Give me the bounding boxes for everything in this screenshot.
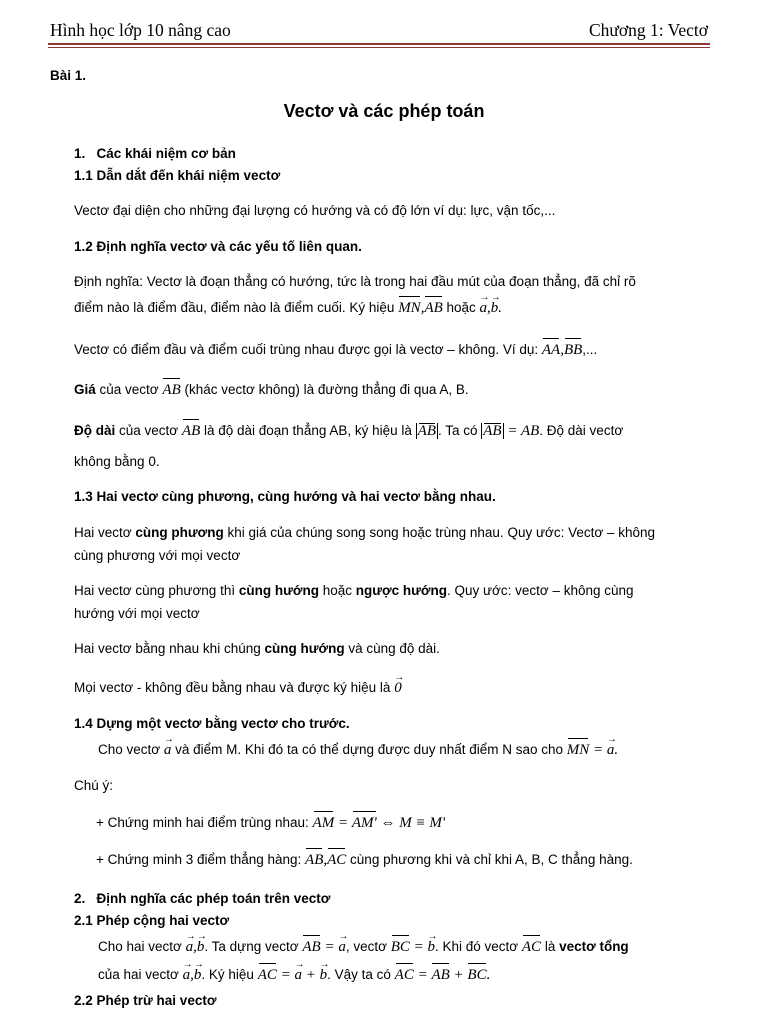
comma: , (487, 300, 491, 316)
equals: = (337, 815, 349, 831)
note-label: Chú ý: (74, 778, 114, 793)
point-M: M (399, 815, 412, 831)
text: và cùng độ dài. (344, 641, 440, 656)
bold-term: ngược hướng (355, 583, 447, 598)
vector-b: → b (427, 935, 435, 959)
bold-term: cùng hướng (264, 641, 345, 656)
text: Vectơ có điểm đầu và điểm cuối trùng nhau được gọi là vectơ – không. Ví dụ: (74, 342, 542, 357)
period: . (486, 967, 491, 983)
vector-AB: AB (302, 935, 320, 959)
header-left: Hình học lớp 10 nâng cao (50, 20, 231, 40)
section-1-1-heading: 1.1 Dẫn dắt đến khái niệm vectơ (74, 168, 281, 183)
text: Hai vectơ (74, 525, 136, 540)
text: , vectơ (345, 939, 391, 954)
text: là (541, 939, 560, 954)
paragraph-direction (74, 579, 712, 603)
page-title: Vectơ và các phép toán (283, 101, 485, 121)
vector-b: → b (491, 296, 499, 320)
lesson-label: Bài 1. (50, 68, 87, 83)
note-collinear-points (74, 848, 712, 872)
text: của hai vectơ (98, 967, 183, 982)
vector-BC: BC (467, 963, 486, 987)
text: + Chứng minh hai điểm trùng nhau: (96, 815, 313, 830)
section-2-heading: 2. Định nghĩa các phép toán trên vectơ (74, 891, 331, 906)
paragraph-addition-line1 (74, 935, 712, 959)
bold-term: vectơ tổng (559, 939, 629, 954)
paragraph-definition-line2 (74, 296, 712, 320)
vector-BB: BB (564, 338, 582, 362)
segment-AB: AB (520, 423, 540, 439)
text: Hai vectơ cùng phương thì (74, 583, 239, 598)
equals: = (593, 742, 604, 758)
text: khi giá của chúng song song hoặc trùng nhau. Quy ước: Vectơ – không (223, 525, 656, 540)
paragraph-collinear (74, 521, 712, 545)
paragraph-zero-vector (74, 338, 712, 362)
vector-AM: AM (313, 811, 335, 835)
vector-b: → b (197, 935, 205, 959)
paragraph-zero-symbol (74, 676, 712, 700)
text: cùng phương khi và chỉ khi A, B, C thẳng hàng. (346, 852, 633, 867)
plus: + (305, 967, 316, 983)
bold-term: cùng phương (135, 525, 224, 540)
paragraph-length (74, 419, 712, 443)
section-2-2-heading: 2.2 Phép trừ hai vectơ (74, 993, 217, 1008)
vector-a: → a (294, 963, 302, 987)
paragraph-collinear-line2: cùng phương với mọi vectơ (74, 548, 241, 563)
equals: = (507, 423, 518, 439)
vector-a: → a (183, 963, 191, 987)
vector-AB: AB (182, 419, 200, 443)
paragraph-support-line (74, 378, 712, 402)
vector-b: → b (194, 963, 202, 987)
equiv-symbol: ≡ (415, 815, 426, 831)
equals: = (417, 967, 428, 983)
vector-AB: AB (162, 378, 180, 402)
comma: , (323, 852, 328, 868)
text: hoặc (318, 583, 356, 598)
equals: = (280, 967, 291, 983)
text: . Độ dài vectơ (539, 423, 624, 438)
page-header (50, 20, 708, 42)
text: là độ dài đoạn thẳng AB, ký hiệu là (200, 423, 416, 438)
plus: + (453, 967, 464, 983)
text: . Ta có (437, 423, 482, 438)
text: . Quy ước: vectơ – không cùng (446, 583, 634, 598)
vector-AM-prime: AM' (352, 811, 377, 835)
text: Mọi vectơ - không đều bằng nhau và được ký hiệu là (74, 680, 395, 695)
text: của vectơ (95, 382, 163, 397)
text: Cho hai vectơ (98, 939, 186, 954)
paragraph-vector-intro: Vectơ đại diện cho những đại lượng có hướng và có độ lớn ví dụ: lực, vận tốc,... (74, 203, 556, 218)
vector-AB: AB (305, 848, 323, 872)
vector-zero: → 0 (394, 676, 402, 700)
text: điểm nào là điểm đầu, điểm nào là điểm cuối. Ký hiệu (74, 300, 399, 315)
vector-AA: AA (542, 338, 560, 362)
bold-term: Giá (74, 382, 96, 397)
period: . (614, 742, 619, 758)
comma: , (193, 939, 197, 955)
text: và điểm M. Khi đó ta có thể dựng được duy nhất điểm N sao cho (171, 742, 567, 757)
vector-AC: AC (327, 848, 346, 872)
vector-MN: MN (567, 738, 590, 762)
section-1-3-heading: 1.3 Hai vectơ cùng phương, cùng hướng và hai vectơ bằng nhau. (74, 489, 496, 504)
section-1-2-heading: 1.2 Định nghĩa vectơ và các yếu tố liên quan. (74, 239, 362, 254)
vector-a: → a (607, 738, 615, 762)
vector-AC: AC (522, 935, 541, 959)
text: (khác vectơ không) là đường thẳng đi qua A, B. (180, 382, 469, 397)
vector-a: → a (186, 935, 194, 959)
paragraph-definition-line1: Định nghĩa: Vectơ là đoạn thẳng có hướng, tức là trong hai đầu mút của đoạn thẳng, đã chỉ rõ (74, 274, 636, 289)
paragraph-addition-line2 (74, 963, 712, 987)
vector-b: → b (320, 963, 328, 987)
equals: = (324, 939, 335, 955)
vector-a: → a (480, 296, 488, 320)
vector-a: → a (164, 738, 172, 762)
vector-AB: AB (417, 423, 436, 439)
comma: , (420, 300, 425, 316)
section-1-heading: 1. Các khái niệm cơ bản (74, 146, 236, 161)
header-rule-thin (48, 47, 710, 48)
header-rule (48, 43, 710, 45)
vector-MN: MN (398, 296, 421, 320)
text: . Ký hiệu (201, 967, 258, 982)
text: Cho vectơ (98, 742, 164, 757)
bold-term: Độ dài (74, 423, 116, 438)
iff-symbol: ⇔ (380, 815, 396, 831)
equals: = (413, 939, 424, 955)
section-1-4-heading: 1.4 Dựng một vectơ bằng vectơ cho trước. (74, 716, 350, 731)
vector-AC: AC (395, 963, 414, 987)
paragraph-equal-vectors (74, 637, 712, 661)
paragraph-length-line2: không bằng 0. (74, 454, 160, 469)
text: hoặc (442, 300, 480, 315)
text: của vectơ (115, 423, 182, 438)
bold-term: cùng hướng (238, 583, 319, 598)
vector-a: → a (338, 935, 346, 959)
comma: , (190, 967, 194, 983)
vector-AB: AB (431, 963, 449, 987)
vector-AB: AB (424, 296, 442, 320)
text: + Chứng minh 3 điểm thẳng hàng: (96, 852, 306, 867)
text: . Khi đó vectơ (434, 939, 522, 954)
paragraph-construct (74, 738, 712, 762)
text: . Vậy ta có (327, 967, 395, 982)
point-M-prime: M' (429, 815, 446, 831)
period: . (498, 300, 503, 316)
comma: , (560, 342, 564, 358)
vector-BC: BC (391, 935, 410, 959)
text: Hai vectơ bằng nhau khi chúng (74, 641, 265, 656)
text: ,... (582, 342, 598, 357)
vector-AB: AB (483, 423, 502, 439)
paragraph-direction-line2: hướng với mọi vectơ (74, 606, 200, 621)
section-2-1-heading: 2.1 Phép cộng hai vectơ (74, 913, 230, 928)
header-right: Chương 1: Vectơ (588, 20, 708, 40)
text: . Ta dựng vectơ (204, 939, 303, 954)
note-coincide (74, 811, 712, 835)
vector-AC: AC (258, 963, 277, 987)
